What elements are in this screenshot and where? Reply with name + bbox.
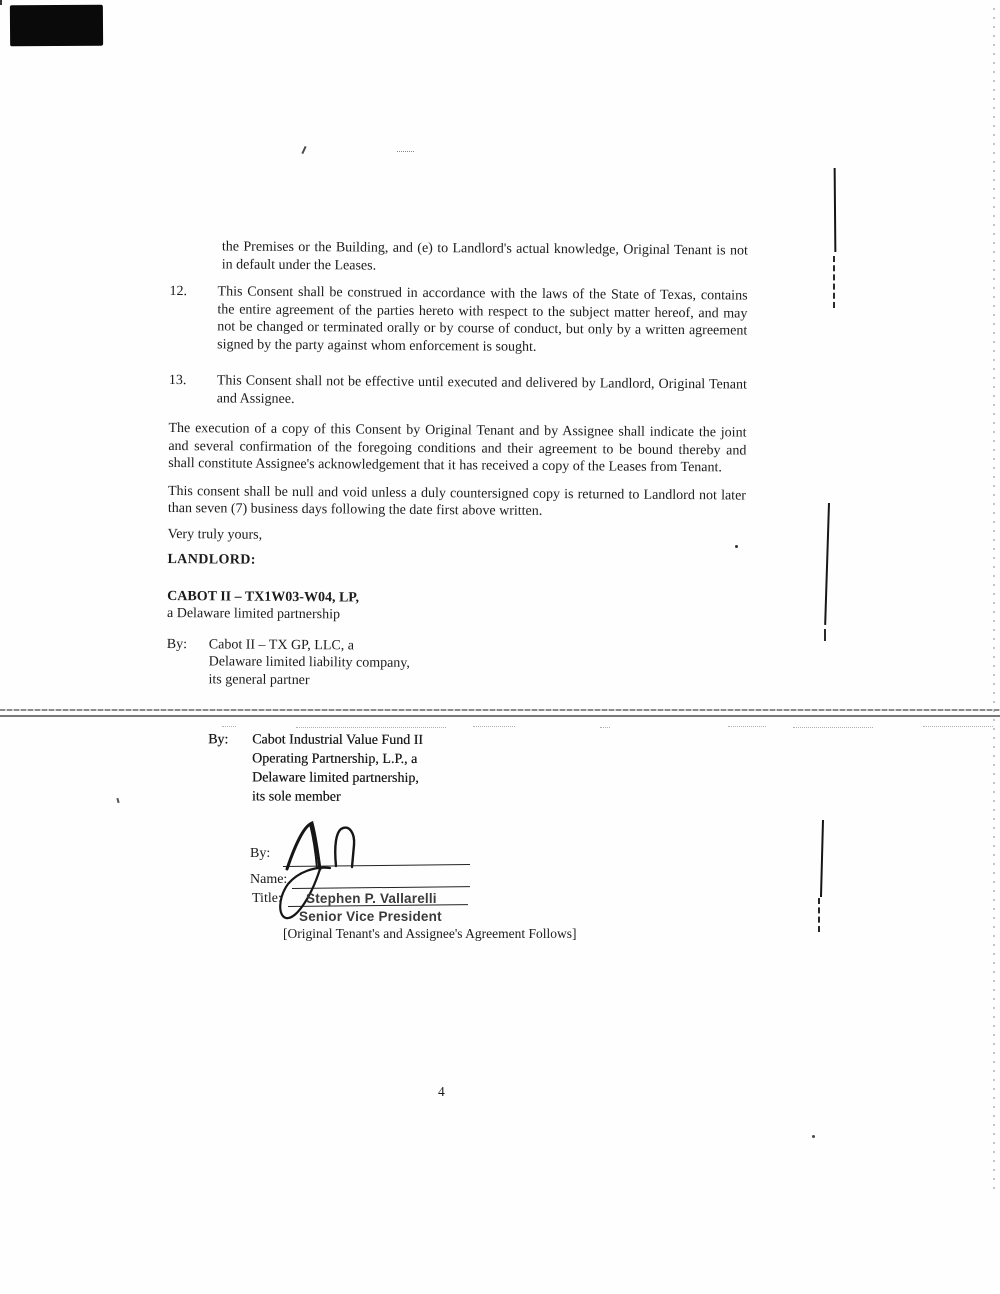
paragraph-continuation: the Premises or the Building, and (e) to Landlord's actual knowledge, Original Tenant is not in default under the Leases. — [221, 239, 748, 274]
landlord-heading: LANDLORD: — [167, 551, 256, 568]
scan-divider-line — [0, 709, 1000, 711]
by-label: By: — [166, 636, 188, 652]
scan-dash — [296, 727, 446, 728]
by-entity-lines — [252, 730, 423, 807]
scan-vertical-line — [834, 168, 837, 252]
by-line: Cabot II – TX GP, LLC, a — [208, 636, 355, 653]
scan-dash — [923, 726, 993, 727]
scan-speck — [812, 1135, 815, 1138]
clause-text: This Consent shall be construed in accordance with the laws of the State of Texas, contains the entire agreement of the parties hereto with respect to the subject matter hereof, and may not be changed or terminated orally or by course of conduct, but only by a written agreement signed by the party against whom enforcement is sought. — [217, 284, 748, 355]
entity-description: a Delaware limited partnership — [166, 605, 341, 623]
by-line: Delaware limited liability company, — [208, 654, 410, 671]
signer-title-stamp: Senior Vice President — [299, 909, 442, 924]
paragraph-execution: The execution of a copy of this Consent by Original Tenant and by Assignee shall indicate the joint and several confirmation of the foregoing conditions and their agreement to be bound thereby and shall constitute Assignee's acknowledgement that it has received a copy of the Leases from Tenant. — [168, 420, 747, 476]
scan-vertical-line — [824, 503, 830, 625]
scan-dash — [473, 726, 515, 727]
scan-speck — [301, 146, 306, 154]
sig-by-label: By: — [250, 846, 271, 861]
scan-vertical-dashes — [818, 898, 820, 932]
scan-speck — [0, 0, 2, 5]
clause-number: 13. — [168, 372, 187, 389]
scan-artifact-black-bar — [10, 5, 103, 47]
scan-speck — [116, 798, 119, 803]
scan-dash — [600, 727, 610, 728]
signer-name-stamp: Stephen P. Vallarelli — [306, 891, 437, 906]
by-line: its general partner — [208, 671, 310, 688]
by-block-gp — [166, 635, 744, 692]
by-entity-lines — [208, 636, 410, 690]
by-label: By: — [208, 732, 229, 748]
scan-divider-line — [0, 715, 1000, 717]
closing-line: Very truly yours, — [167, 526, 263, 543]
document-body — [166, 238, 748, 693]
by-line: Operating Partnership, L.P., a — [252, 751, 418, 767]
clause-12 — [169, 283, 748, 358]
sig-name-label: Name: — [250, 872, 288, 887]
by-block-fund — [208, 730, 628, 807]
by-line: its sole member — [251, 789, 341, 805]
scan-vertical-dashes — [824, 629, 826, 641]
page-number: 4 — [438, 1084, 445, 1099]
sig-title-label: Title: — [252, 891, 282, 906]
by-line: Delaware limited partnership, — [251, 770, 419, 787]
follows-note: [Original Tenant's and Assignee's Agreement Follows] — [283, 926, 577, 941]
scan-dash — [728, 726, 766, 727]
by-line: Cabot Industrial Value Fund II — [252, 732, 423, 749]
scan-dash — [793, 727, 873, 728]
clause-text: This Consent shall not be effective until executed and delivered by Landlord, Original Tenant and Assignee. — [216, 373, 747, 407]
scan-edge-dotted-line — [993, 8, 995, 1193]
clause-number: 12. — [169, 283, 188, 300]
scan-vertical-line — [820, 820, 824, 897]
clause-13 — [169, 372, 747, 412]
paragraph-null-void: This consent shall be null and void unless a duly countersigned copy is returned to Landlord not later than seven (7) business days following the date first above written. — [167, 483, 747, 519]
scan-speck — [397, 151, 414, 152]
scan-vertical-dashes — [833, 256, 835, 308]
scan-dash — [222, 726, 236, 727]
entity-name: CABOT II – TX1W03-W04, LP, — [167, 588, 360, 605]
